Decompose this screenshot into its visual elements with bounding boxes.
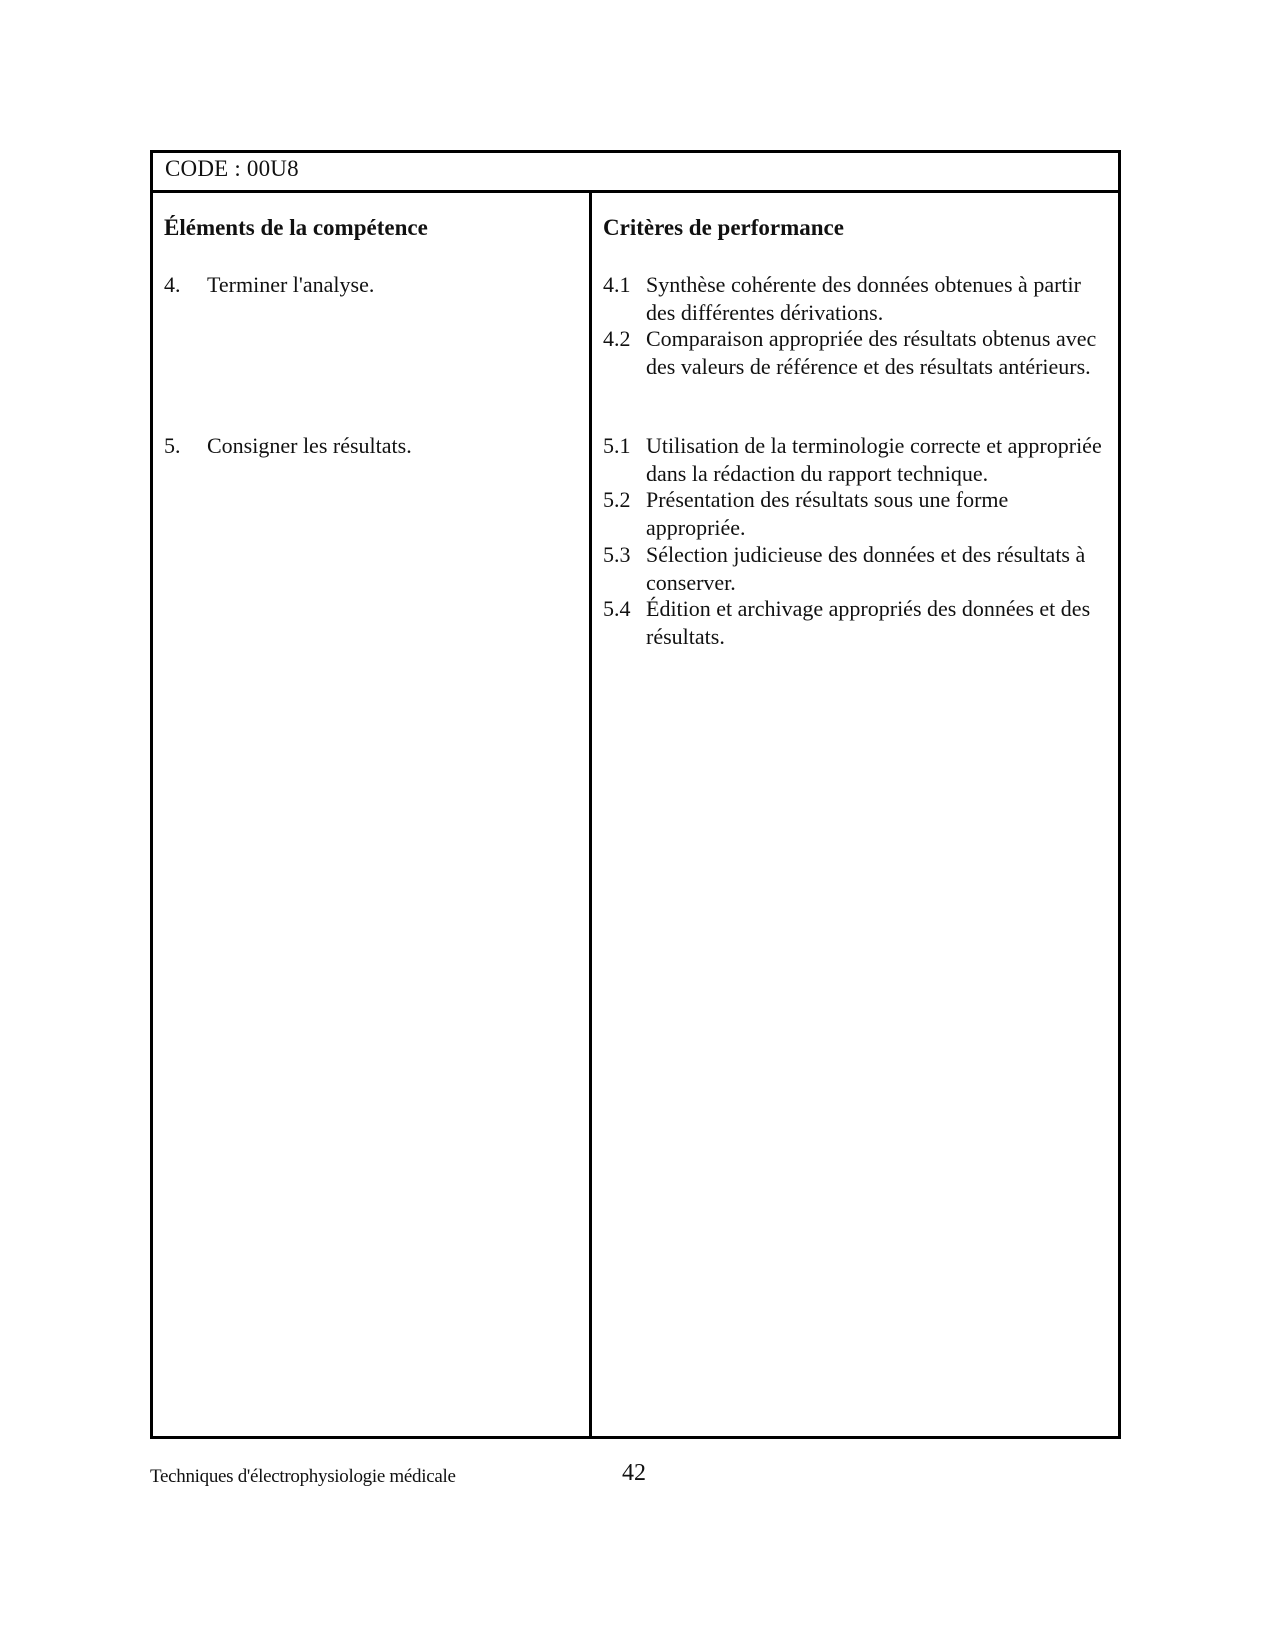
criterion-number: 5.4 bbox=[603, 596, 631, 621]
criterion-text: Édition et archivage appropriés des données et des résultats. bbox=[646, 596, 1091, 649]
element-number: 4. bbox=[164, 272, 181, 297]
footer-document-title: Techniques d'électrophysiologie médicale bbox=[150, 1466, 456, 1487]
competence-table bbox=[150, 150, 1121, 1439]
criterion-item bbox=[603, 486, 1113, 542]
element-text: Terminer l'analyse. bbox=[207, 272, 375, 297]
elements-column bbox=[164, 193, 584, 1436]
element-text: Consigner les résultats. bbox=[207, 433, 412, 458]
criterion-item bbox=[603, 325, 1113, 381]
column-divider bbox=[589, 193, 592, 1436]
code-label: CODE : 00U8 bbox=[153, 153, 1118, 193]
criterion-number: 4.2 bbox=[603, 326, 631, 351]
criterion-number: 4.1 bbox=[603, 272, 631, 297]
criterion-number: 5.2 bbox=[603, 487, 631, 512]
criterion-item bbox=[603, 432, 1113, 488]
criterion-item bbox=[603, 271, 1113, 327]
page-number: 42 bbox=[622, 1460, 646, 1486]
criterion-number: 5.3 bbox=[603, 542, 631, 567]
criteria-heading: Critères de performance bbox=[603, 215, 844, 240]
criterion-item bbox=[603, 595, 1113, 651]
element-item bbox=[164, 271, 374, 299]
criterion-text: Sélection judicieuse des données et des résultats à conserver. bbox=[646, 542, 1086, 595]
criterion-number: 5.1 bbox=[603, 433, 631, 458]
criterion-text: Comparaison appropriée des résultats obtenus avec des valeurs de référence et des résultats antérieurs. bbox=[646, 326, 1097, 379]
criteria-column bbox=[603, 193, 1113, 1436]
criterion-text: Synthèse cohérente des données obtenues à partir des différentes dérivations. bbox=[646, 272, 1081, 325]
element-item bbox=[164, 432, 412, 460]
criterion-text: Présentation des résultats sous une forme appropriée. bbox=[646, 487, 1009, 540]
elements-heading: Éléments de la compétence bbox=[164, 215, 428, 240]
element-number: 5. bbox=[164, 433, 181, 458]
criterion-item bbox=[603, 541, 1113, 597]
criterion-text: Utilisation de la terminologie correcte et appropriée dans la rédaction du rapport technique. bbox=[646, 433, 1102, 486]
